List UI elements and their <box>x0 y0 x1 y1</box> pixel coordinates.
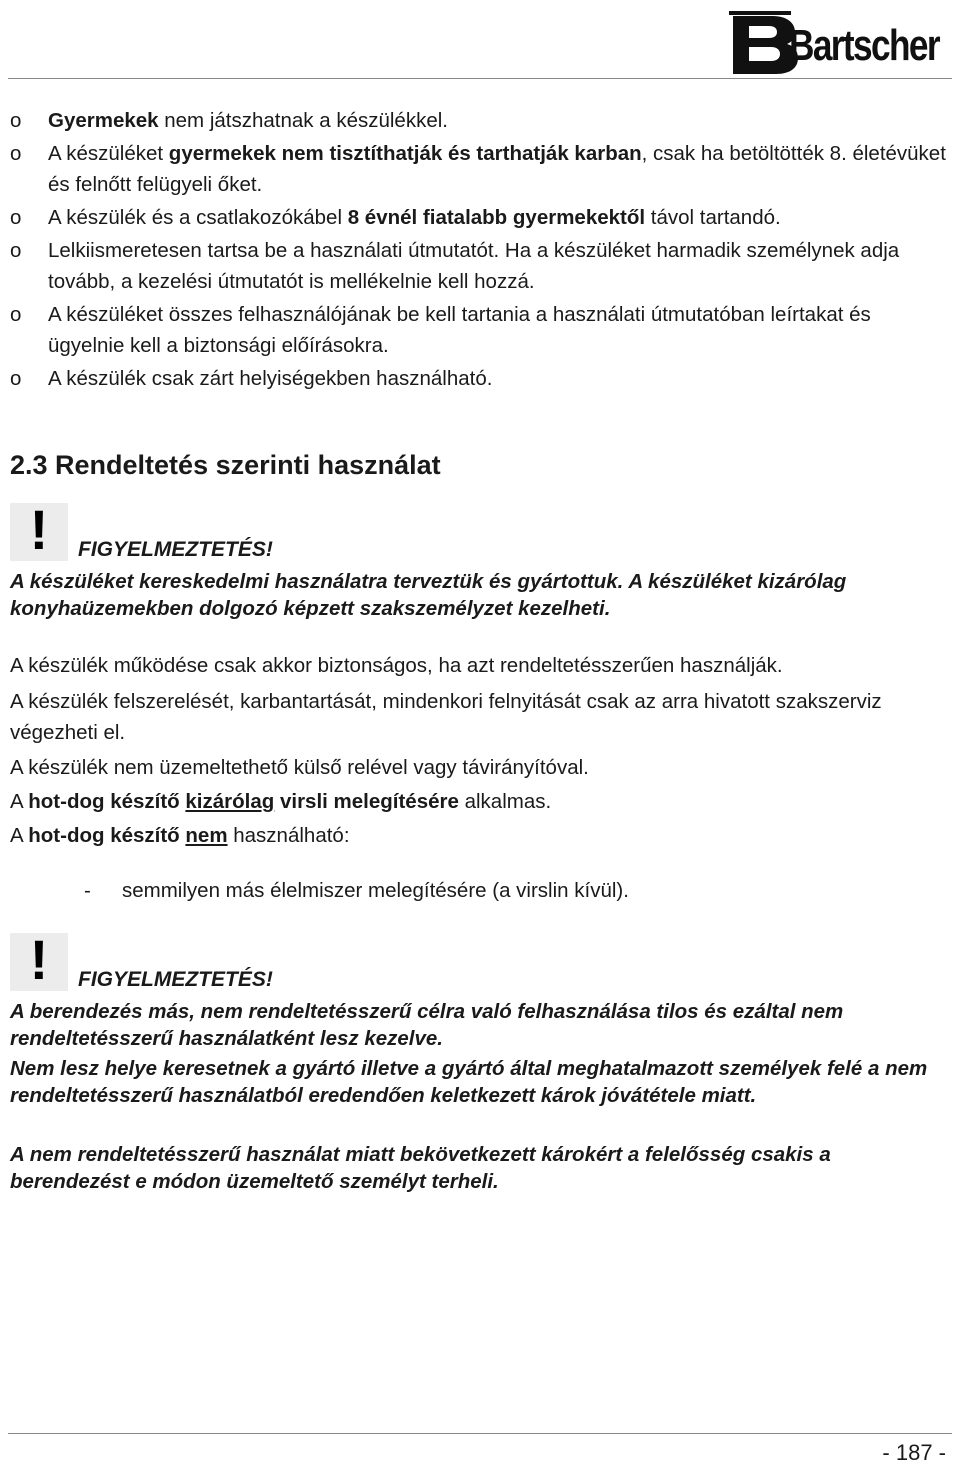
bullet-marker: o <box>10 303 22 326</box>
logo-wordmark: Bartscher <box>789 21 941 70</box>
text: A készüléket <box>48 142 169 165</box>
bullet-marker: o <box>10 142 22 165</box>
list-item: - semmilyen más élelmiszer melegítésére (a virslin kívül). <box>84 879 629 902</box>
paragraph-safe-operation: A készülék működése csak akkor biztonságos, ha azt rendeltetésszerűen használják. <box>10 654 783 677</box>
bullet-marker: o <box>10 109 22 132</box>
warning-text: A készüléket kereskedelmi használatra terveztük és gyártottuk. A készüléket kizárólag konyhaüzemekben dolgozó képzett szakszemélyzet kezelheti. <box>10 570 847 620</box>
list-item <box>10 202 950 233</box>
list-item <box>10 235 950 297</box>
section-heading: 2.3 Rendeltetés szerinti használat <box>10 450 441 480</box>
warning-text-responsibility: A nem rendeltetésszerű használat miatt bekövetkezett károkért a felelősség csakis a berendezést e módon üzemeltető személyt terheli. <box>10 1143 831 1193</box>
text: A készülék és a csatlakozókábel <box>48 206 348 229</box>
bold-text: 8 évnél fiatalabb gyermekektől <box>347 206 646 229</box>
text: nem játszhatnak a készülékkel. <box>158 109 448 132</box>
header-divider <box>8 78 952 79</box>
warning-text-misuse: A berendezés más, nem rendeltetésszerű célra való felhasználása tilos és ezáltal nem rendeltetésszerű használatként lesz kezelve. <box>10 1000 844 1050</box>
text: távol tartandó. <box>645 206 781 229</box>
paragraph-remote-control: A készülék nem üzemeltethető külső relével vagy távirányítóval. <box>10 756 589 779</box>
bullet-marker: o <box>10 239 22 262</box>
warning-title: FIGYELMEZTETÉS! <box>78 968 273 991</box>
list-item <box>10 105 950 136</box>
text: Lelkiismeretesen tartsa be a használati útmutatót. Ha a készüléket harmadik személynek adja tovább, a kezelési útmutatót is mellékelnie kell hozzá. <box>48 239 900 293</box>
footer-divider <box>8 1433 952 1434</box>
paragraph-service: A készülék felszerelését, karbantartását, mindenkori felnyitását csak az arra hivatott szakszerviz végezheti el. <box>10 690 882 744</box>
text: A készüléket összes felhasználójának be kell tartania a használati útmutatóban leírtakat és ügyelnie kell a biztonsági előírásokra. <box>48 303 871 357</box>
warning-title: FIGYELMEZTETÉS! <box>78 538 273 561</box>
list-item <box>10 299 950 361</box>
bold-text: gyermekek nem tisztíthatják és tarthatják karban <box>168 142 642 165</box>
bartscher-logo <box>727 6 942 68</box>
paragraph-intended-use: A hot-dog készítő kizárólag virsli melegítésére alkalmas. <box>10 790 552 813</box>
text: A készülék csak zárt helyiségekben használható. <box>48 367 493 390</box>
bullet-marker: o <box>10 367 22 390</box>
list-item <box>10 138 950 200</box>
warning-exclamation-icon: ! <box>10 503 68 561</box>
safety-bullet-list <box>10 105 950 396</box>
warning-exclamation-icon: ! <box>10 933 68 991</box>
bullet-marker: o <box>10 206 22 229</box>
text: , csak ha betöltötték 8. életévüket és felnőtt felügyeli őket. <box>48 142 946 196</box>
bold-text: Gyermekek <box>48 109 159 132</box>
list-item <box>10 363 950 394</box>
page-number: - 187 - <box>882 1440 946 1465</box>
paragraph-not-usable: A hot-dog készítő nem használható: <box>10 824 350 847</box>
warning-text-liability: Nem lesz helye keresetnek a gyártó illetve a gyártó által meghatalmazott személyek felé a nem rendeltetésszerű használatból eredendően keletkezett károk jóvátétele miatt. <box>10 1057 928 1107</box>
